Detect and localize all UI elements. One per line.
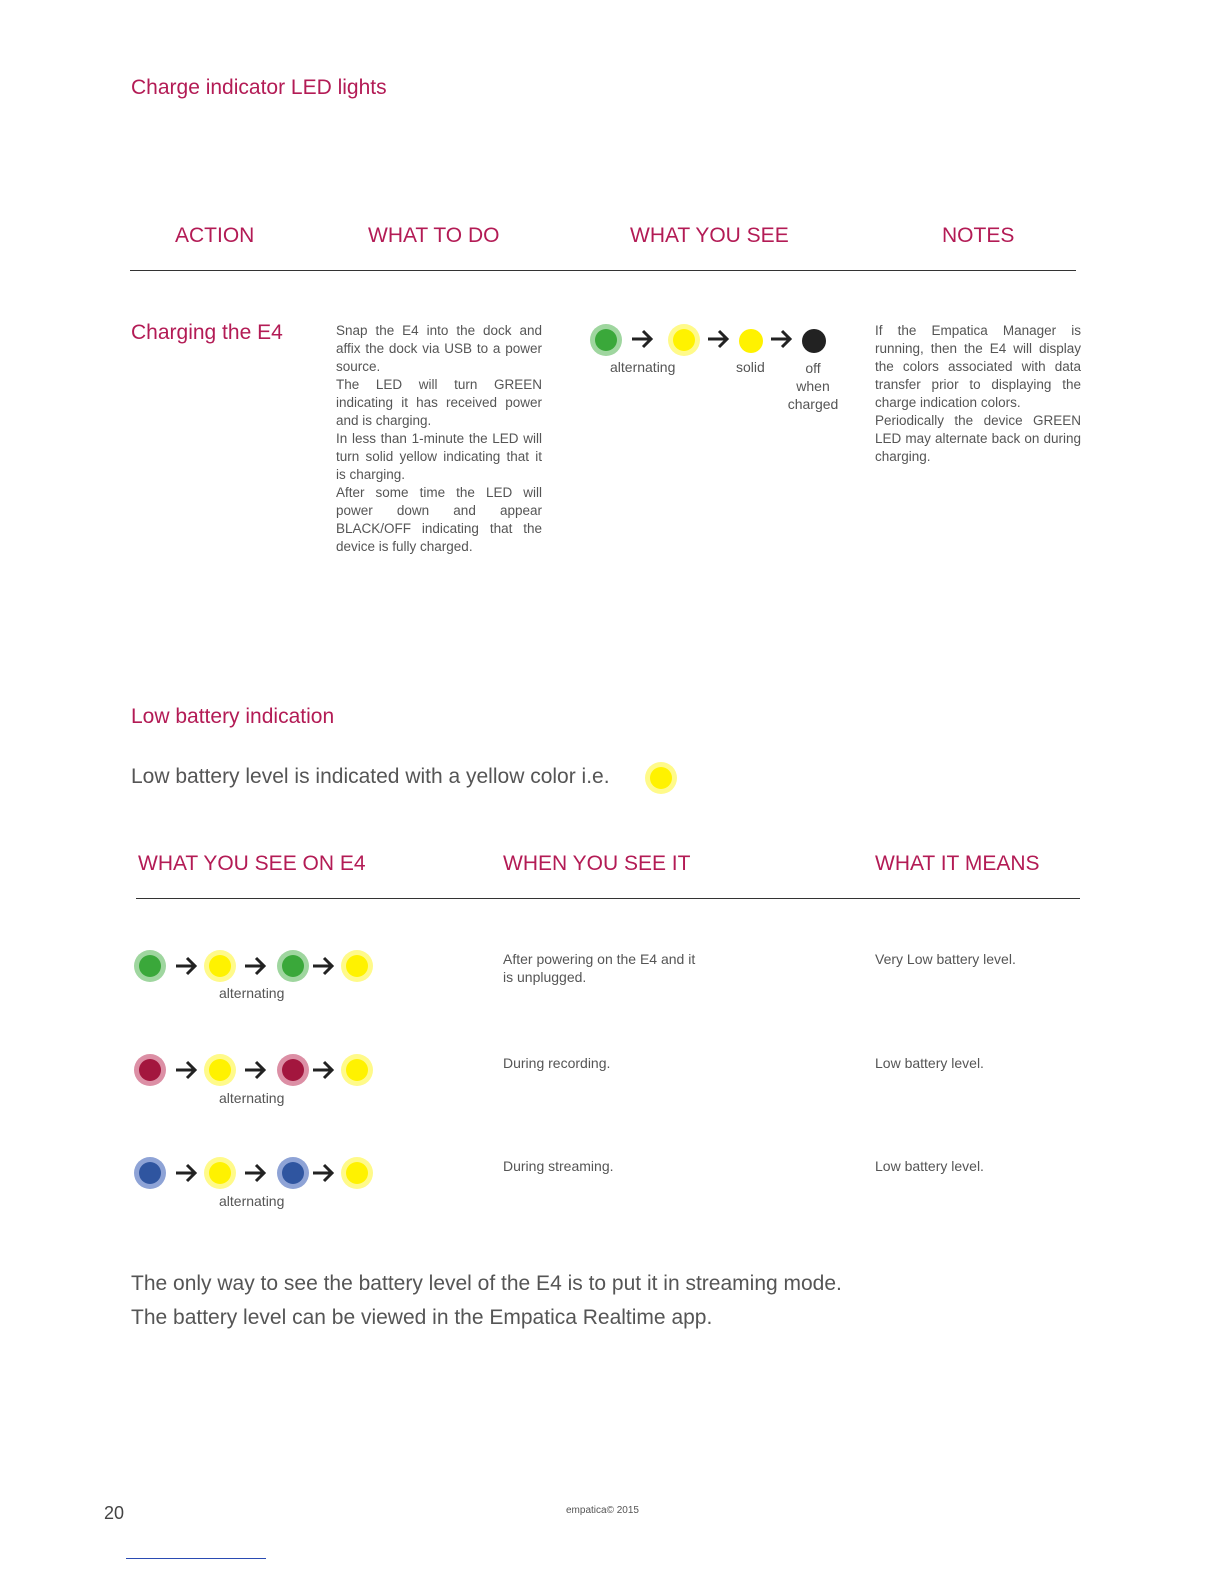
footnote-rule (126, 1558, 266, 1559)
table2-header-rule (136, 898, 1080, 899)
when-line: During streaming. (503, 1158, 614, 1174)
arrow-right-icon (311, 956, 337, 976)
caption-off-when-charged (785, 359, 841, 413)
led-yellow-core (673, 329, 695, 351)
caption-alternating: alternating (610, 359, 676, 375)
what-to-do-line: After some time the LED will power down and appear BLACK/OFF indicating that the device is fully charged. (336, 485, 542, 554)
what-to-do-text (336, 322, 542, 556)
led-yellow-core (209, 955, 231, 977)
when-you-see-it-cell (503, 1054, 610, 1072)
col-header-what-it-means: WHAT IT MEANS (875, 852, 1040, 875)
led-yellow-core (209, 1162, 231, 1184)
arrow-right-icon (706, 329, 732, 349)
what-it-means-cell: Low battery level. (875, 1055, 984, 1071)
what-to-do-line: In less than 1-minute the LED will turn solid yellow indicating that it is charging. (336, 431, 542, 482)
led-green-core (595, 329, 617, 351)
arrow-right-icon (243, 1163, 269, 1183)
led-red-core (139, 1059, 161, 1081)
led-black-off-icon (802, 329, 826, 353)
when-line: During recording. (503, 1055, 611, 1071)
led-green-core (282, 955, 304, 977)
led-yellow-core (346, 955, 368, 977)
caption-off: off (805, 360, 821, 376)
caption-alternating: alternating (219, 1193, 285, 1209)
notes-line: Periodically the device GREEN LED may alternate back on during charging. (875, 413, 1081, 464)
action-charging-e4: Charging the E4 (131, 321, 283, 344)
battery-note-line-2: The battery level can be viewed in the Empatica Realtime app. (131, 1306, 713, 1329)
notes-text (875, 322, 1081, 466)
what-it-means-cell: Low battery level. (875, 1158, 984, 1174)
col-header-when-you-see-it: WHEN YOU SEE IT (503, 852, 691, 875)
arrow-right-icon (243, 956, 269, 976)
what-it-means-cell: Very Low battery level. (875, 951, 1016, 967)
low-battery-intro: Low battery level is indicated with a yellow color i.e. (131, 765, 610, 788)
section-title-charge-indicator: Charge indicator LED lights (131, 76, 387, 99)
section-title-low-battery: Low battery indication (131, 705, 335, 728)
led-yellow-core (346, 1059, 368, 1081)
caption-alternating: alternating (219, 985, 285, 1001)
col-header-what-you-see-on-e4: WHAT YOU SEE ON E4 (138, 852, 366, 875)
battery-note-line-1: The only way to see the battery level of the E4 is to put it in streaming mode. (131, 1272, 842, 1295)
led-yellow-core (209, 1059, 231, 1081)
caption-when: when (796, 378, 830, 394)
page-number: 20 (104, 1503, 125, 1523)
arrow-right-icon (243, 1060, 269, 1080)
led-red-core (282, 1059, 304, 1081)
notes-line: If the Empatica Manager is running, then the E4 will display the colors associated with data transfer prior to displaying the charge indication colors. (875, 323, 1081, 410)
led-blue-core (139, 1162, 161, 1184)
arrow-right-icon (311, 1163, 337, 1183)
copyright: empatica© 2015 (566, 1505, 639, 1516)
col-header-what-you-see: WHAT YOU SEE (630, 224, 789, 247)
caption-alternating: alternating (219, 1090, 285, 1106)
when-you-see-it-cell (503, 1157, 614, 1175)
caption-solid: solid (736, 359, 765, 375)
what-to-do-line: The LED will turn GREEN indicating it has received power and is charging. (336, 377, 542, 428)
when-line: After powering on the E4 and it (503, 951, 696, 967)
when-you-see-it-cell (503, 950, 723, 986)
caption-charged: charged (787, 396, 839, 412)
arrow-right-icon (174, 1163, 200, 1183)
led-green-core (139, 955, 161, 977)
arrow-right-icon (174, 956, 200, 976)
table1-header-rule (130, 270, 1076, 271)
led-yellow-core (346, 1162, 368, 1184)
arrow-right-icon (769, 329, 795, 349)
led-yellow-solid-icon (739, 329, 763, 353)
led-yellow-inline-core (650, 767, 672, 789)
what-to-do-line: Snap the E4 into the dock and affix the dock via USB to a power source. (336, 323, 542, 374)
arrow-right-icon (630, 329, 656, 349)
col-header-action: ACTION (175, 224, 255, 247)
arrow-right-icon (311, 1060, 337, 1080)
col-header-notes: NOTES (942, 224, 1015, 247)
led-blue-core (282, 1162, 304, 1184)
col-header-what-to-do: WHAT TO DO (368, 224, 500, 247)
arrow-right-icon (174, 1060, 200, 1080)
when-line: is unplugged. (503, 969, 587, 985)
